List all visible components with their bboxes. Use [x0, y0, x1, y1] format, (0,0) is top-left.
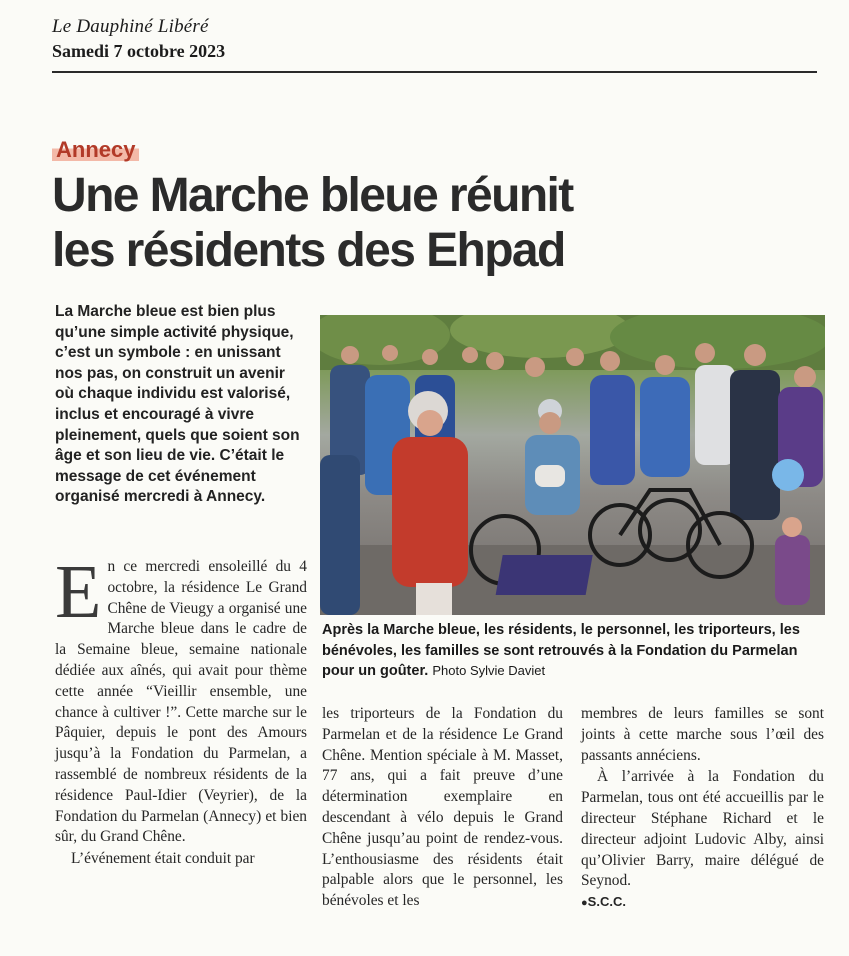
masthead — [52, 16, 225, 62]
publication-date: Samedi 7 octobre 2023 — [52, 41, 226, 61]
headline-line-2: les résidents des Ehpad — [52, 224, 565, 277]
caption-text: Après la Marche bleue, les résidents, le personnel, les triporteurs, les bénévoles, les familles se sont retrouvés à la Fondation du Parmelan pour un goûter. — [322, 622, 800, 679]
article-lead: La Marche bleue est bien plus qu’une simple activité physique, c’est un symbole : en unissant nos pas, on construit un avenir où chaque individu est valorisé, inclus et encouragé à vivre pleinement, quels que soient son âge et son lieu de vie. C’était le message de cet événement organisé mercredi à Annecy. — [55, 303, 300, 506]
signature-initials: S.C.C. — [587, 894, 626, 910]
section-kicker: Annecy — [52, 137, 139, 163]
article-column-2 — [322, 704, 563, 912]
column-1-text: n ce mercredi ensoleillé du 4 octobre, la résidence Le Grand Chêne de Vieugy a organisé une Marche bleue dans le cadre de la Semaine bleue, semaine nationale dédiée aux aînés, qui avait pour thème cette année “Vieillir ensemble, une chance à cultiver !”. Cette marche sur le Pâquier, depuis le pont des Amours jusqu’à la Fondation du Parmelan, a rassemblé de nombreux résidents de la résidence Paul-Idier (Veyrier), de la Fondation du Parmelan (Annecy) et bien sûr, du Grand Chêne. — [55, 558, 307, 846]
article-column-3 — [581, 704, 824, 914]
column-3-text: membres de leurs familles se sont joints à cette marche sous l’œil des passants annéciens. — [581, 705, 824, 764]
signature-bullet: ● — [581, 897, 588, 910]
column-1-paragraph-2: L’événement était conduit par — [71, 850, 255, 868]
column-3-paragraph-2: À l’arrivée à la Fondation du Parmelan, tous ont été accueillis par le directeur Stéphane Richard et le directeur adjoint Ludovic Alby, ainsi qu’Olivier Barry, maire délégué de Seynod. — [581, 768, 824, 890]
article-photo — [320, 315, 825, 615]
author-signature — [581, 894, 626, 909]
column-2-text: les triporteurs de la Fondation du Parmelan et de la résidence Le Grand Chêne. Mention spéciale à M. Masset, 77 ans, qui a fait preuve d’une détermination exemplaire en descendant à vélo depuis le Grand Chêne jusqu’au point de rendez-vous. L’enthousiasme des résidents était palpable alors que le personnel, les bénévoles et les — [322, 705, 563, 910]
photo-credit: Photo Sylvie Daviet — [432, 663, 546, 678]
photo-caption — [322, 620, 822, 682]
newspaper-name: Le Dauphiné Libéré — [52, 16, 209, 37]
article-column-1 — [55, 550, 307, 870]
drop-cap: E — [55, 550, 102, 634]
header-rule — [52, 71, 817, 73]
headline — [52, 168, 812, 278]
group-photo-illustration — [320, 315, 825, 615]
headline-line-1: Une Marche bleue réunit — [52, 169, 573, 222]
